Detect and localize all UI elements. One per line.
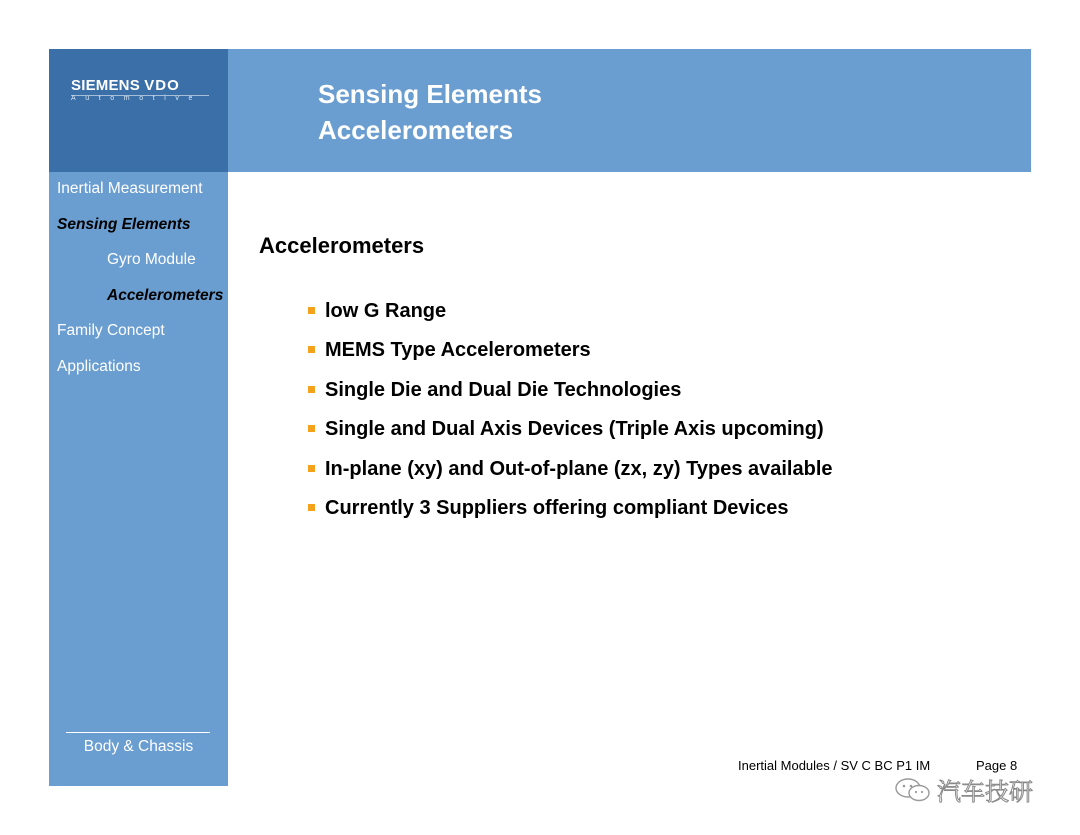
list-item [308,377,833,416]
bullet-square-icon [308,307,315,314]
bullet-square-icon [308,425,315,432]
list-item [308,416,833,455]
bullet-text: Currently 3 Suppliers offering compliant Devices [325,496,789,519]
watermark-text: 汽车技研 [937,778,1033,806]
company-logo [71,77,180,94]
sidebar-item-family-concept[interactable]: Family Concept [57,322,165,339]
bullet-square-icon [308,504,315,511]
logo-box [49,49,228,172]
wechat-icon [893,776,933,804]
list-item [308,298,833,337]
logo-brand: SIEMENS [71,77,140,94]
sidebar-item-applications[interactable]: Applications [57,358,141,375]
bullet-text: Single and Dual Axis Devices (Triple Axis upcoming) [325,418,824,441]
sidebar-item-inertial-measurement[interactable]: Inertial Measurement [57,180,203,197]
bullet-square-icon [308,346,315,353]
bullet-square-icon [308,465,315,472]
sidebar-divider [66,732,210,733]
list-item [308,337,833,376]
slide-title-line1: Sensing Elements [318,79,542,109]
bullet-text: MEMS Type Accelerometers [325,339,591,362]
logo-tagline: Automotive [71,95,203,102]
sidebar-item-sensing-elements[interactable]: Sensing Elements [57,216,191,233]
logo-brand-vdo: VDO [144,77,180,94]
sidebar-item-accelerometers[interactable]: Accelerometers [107,287,224,304]
slide-title-line2: Accelerometers [318,115,514,145]
content-heading: Accelerometers [259,233,425,258]
list-item [308,495,833,534]
bullet-text: low G Range [325,300,447,322]
sidebar-item-gyro-module[interactable]: Gyro Module [107,251,196,268]
sidebar [49,172,228,786]
page-number: Page 8 [976,758,1018,773]
header-band [228,49,1031,172]
list-item [308,456,833,495]
bullet-text: Single Die and Dual Die Technologies [325,378,682,401]
footer-doc-ref: Inertial Modules / SV C BC P1 IM [738,758,931,773]
bullet-square-icon [308,386,315,393]
bullet-list [308,298,833,534]
sidebar-footer: Body & Chassis [83,738,194,755]
slide-title [318,76,542,148]
bullet-text: In-plane (xy) and Out-of-plane (zx, zy) Types available [325,457,833,480]
watermark [893,772,1033,807]
